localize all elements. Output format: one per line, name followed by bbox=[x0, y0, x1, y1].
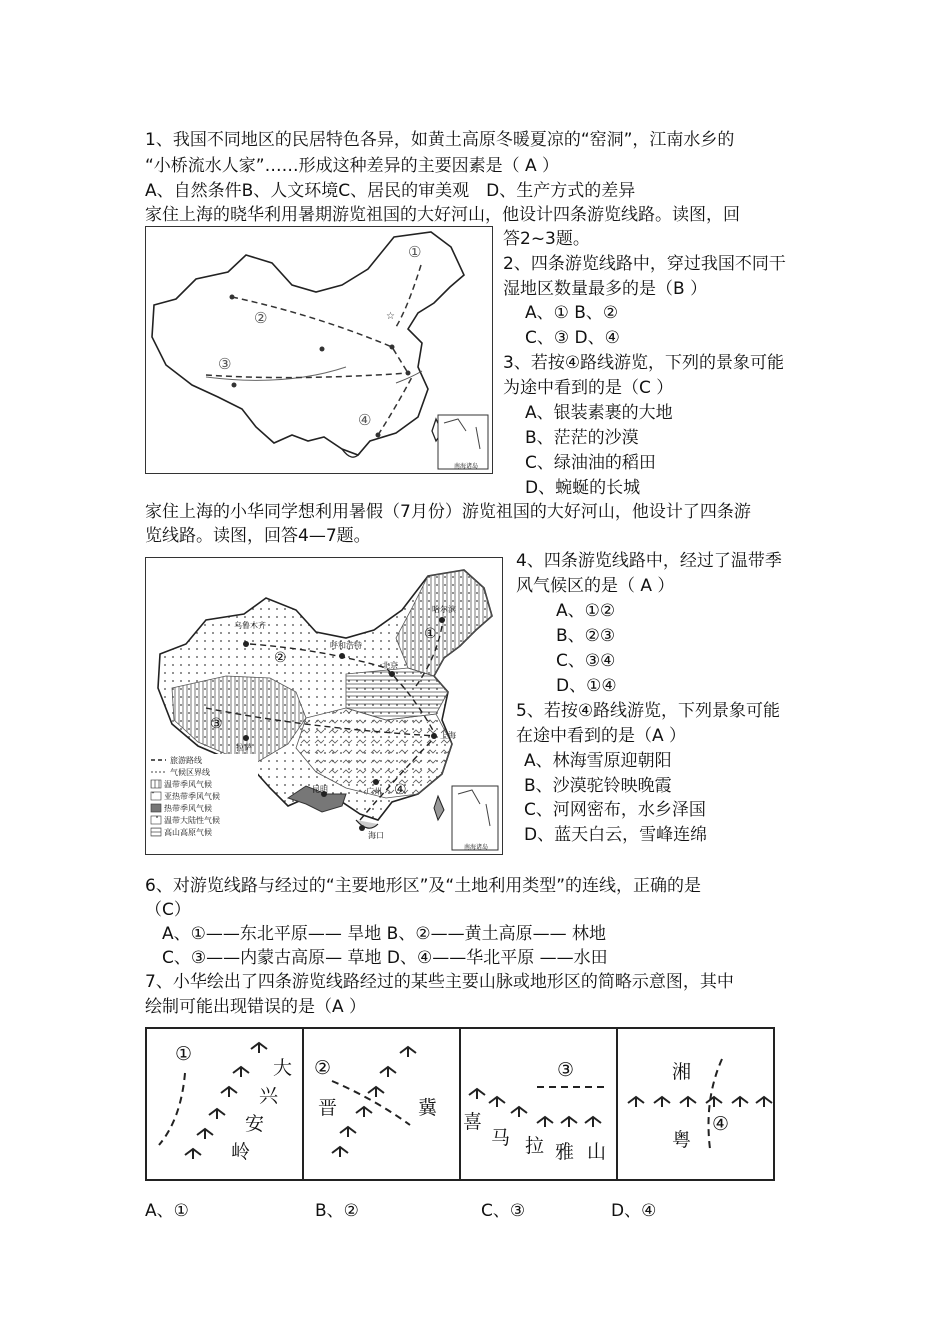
q6-line2: （C） bbox=[145, 900, 191, 920]
q7-option-b: B、② bbox=[315, 1201, 359, 1221]
q4-option-c: C、③④ bbox=[556, 651, 616, 671]
legend-highland: 高山高原气候 bbox=[164, 828, 212, 837]
q5-option-c: C、河网密布，水乡泽国 bbox=[524, 800, 706, 820]
panel-3-char-2: 马 bbox=[491, 1127, 511, 1149]
map-china-routes bbox=[145, 226, 493, 474]
panel-1-char-4: 岭 bbox=[231, 1141, 251, 1163]
intro1-line2: 答2~3题。 bbox=[503, 229, 590, 249]
panel-1-char-1: 大 bbox=[273, 1057, 293, 1079]
intro2-line2: 览线路。读图，回答4—7题。 bbox=[145, 526, 371, 546]
route-4-label: ④ bbox=[394, 782, 407, 798]
q3-option-c: C、绿油油的稻田 bbox=[525, 453, 656, 473]
city-kunming: 昆明 bbox=[312, 785, 328, 794]
q7-line2: 绘制可能出现错误的是（A ） bbox=[145, 997, 367, 1017]
q7-answer-row bbox=[145, 1196, 785, 1220]
legend-tropical-monsoon: 热带季风气候 bbox=[164, 804, 212, 813]
q4-option-d: D、①④ bbox=[556, 676, 617, 696]
q5-line2: 在途中看到的是（A ） bbox=[516, 726, 687, 746]
q1-line1: 1、我国不同地区的民居特色各异，如黄土高原冬暖夏凉的“窑洞”，江南水乡的 bbox=[145, 130, 735, 150]
mountain-diagrams bbox=[145, 1027, 775, 1181]
city-beijing: 北京 bbox=[382, 661, 398, 670]
panel-3-char-4: 雅 bbox=[555, 1141, 575, 1163]
panel-2-char-2: 冀 bbox=[418, 1097, 438, 1119]
diagram-panel-3 bbox=[461, 1029, 618, 1179]
panel-4-char-2: 粤 bbox=[672, 1129, 692, 1151]
legend-temperate-continental: 温带大陆性气候 bbox=[164, 816, 220, 825]
q7-option-a: A、① bbox=[145, 1201, 189, 1221]
q7-option-c: C、③ bbox=[481, 1201, 526, 1221]
q3-line2: 为途中看到的是（C ） bbox=[503, 378, 674, 398]
intro2-line1: 家住上海的小华同学想利用暑假（7月份）游览祖国的大好河山，他设计了四条游 bbox=[145, 502, 751, 522]
q4-line1: 4、四条游览线路中，经过了温带季 bbox=[516, 551, 782, 571]
q7-line1: 7、小华绘出了四条游览线路经过的某些主要山脉或地形区的简略示意图，其中 bbox=[145, 972, 734, 992]
svg-text:☆: ☆ bbox=[386, 311, 395, 322]
city-hohhot: 呼和浩特 bbox=[330, 641, 362, 650]
q3-option-d: D、蜿蜒的长城 bbox=[525, 478, 641, 498]
city-haikou: 海口 bbox=[368, 831, 384, 840]
q5-option-a: A、林海雪原迎朝阳 bbox=[524, 751, 672, 771]
route-2-label: ② bbox=[254, 309, 268, 327]
panel-3-char-3: 拉 bbox=[525, 1135, 545, 1157]
panel-2-circle: ② bbox=[314, 1057, 332, 1079]
diagram-panel-1 bbox=[147, 1029, 304, 1179]
city-guangzhou: 广州 bbox=[366, 787, 382, 796]
diagram-panel-4 bbox=[618, 1029, 773, 1179]
q5-option-d: D、蓝天白云，雪峰连绵 bbox=[524, 825, 708, 845]
inset-caption: 南海诸岛 bbox=[464, 844, 489, 851]
q2-line1: 2、四条游览线路中，穿过我国不同干 bbox=[503, 254, 786, 274]
route-1-label: ① bbox=[408, 243, 422, 261]
q3-line1: 3、若按④路线游览，下列的景象可能 bbox=[503, 353, 785, 373]
q6-opt-line1: A、①——东北平原—— 旱地 B、②——黄土高原—— 林地 bbox=[162, 924, 606, 944]
q2-opt-line2: C、③ D、④ bbox=[525, 328, 620, 348]
legend-route: 旅游路线 bbox=[170, 756, 202, 765]
route-4-label: ④ bbox=[358, 411, 372, 429]
q7-option-d: D、④ bbox=[611, 1201, 657, 1221]
city-urumqi: 乌鲁木齐 bbox=[234, 621, 266, 630]
route-2-label: ② bbox=[274, 650, 287, 666]
panel-4-circle: ④ bbox=[712, 1113, 730, 1135]
china-outline bbox=[152, 232, 464, 455]
route-1-label: ① bbox=[424, 626, 437, 642]
q6-opt-line2: C、③——内蒙古高原— 草地 D、④——华北平原 ——水田 bbox=[162, 948, 608, 968]
q3-option-a: A、银装素裹的大地 bbox=[525, 403, 673, 423]
q5-line1: 5、若按④路线游览，下列景象可能 bbox=[516, 701, 781, 721]
route-3-label: ③ bbox=[218, 355, 232, 373]
inset-caption: 南海诸岛 bbox=[454, 463, 479, 470]
q3-option-b: B、茫茫的沙漠 bbox=[525, 428, 639, 448]
panel-3-char-1: 喜 bbox=[463, 1111, 483, 1133]
panel-1-char-3: 安 bbox=[245, 1113, 265, 1135]
panel-4-char-1: 湘 bbox=[672, 1061, 692, 1083]
taiwan-shape bbox=[434, 796, 444, 820]
panel-1-circle: ① bbox=[175, 1043, 193, 1065]
q4-option-a: A、①② bbox=[556, 601, 616, 621]
intro1-line1: 家住上海的晓华利用暑期游览祖国的大好河山，他设计四条游览线路。读图，回 bbox=[145, 205, 740, 225]
legend-temperate-monsoon: 温带季风气候 bbox=[164, 780, 212, 789]
q4-line2: 风气候区的是（ A ） bbox=[516, 576, 675, 596]
temperate-monsoon-area bbox=[396, 570, 492, 676]
panel-3-char-5: 山 bbox=[587, 1141, 607, 1163]
q2-line2: 湿地区数量最多的是（B ） bbox=[503, 279, 708, 299]
panel-3-circle: ③ bbox=[557, 1059, 575, 1081]
legend-subtropical-monsoon: 亚热带季风气候 bbox=[164, 792, 220, 801]
q4-option-b: B、②③ bbox=[556, 626, 616, 646]
city-lhasa: 拉萨 bbox=[236, 743, 252, 752]
q5-option-b: B、沙漠驼铃映晚霞 bbox=[524, 776, 672, 796]
diagram-panel-2 bbox=[304, 1029, 461, 1179]
city-shanghai: 上海 bbox=[440, 731, 456, 740]
panel-2-char-1: 晋 bbox=[318, 1097, 338, 1119]
panel-1-char-2: 兴 bbox=[259, 1085, 279, 1107]
q1-options: A、自然条件B、人文环境C、居民的审美观 D、生产方式的差异 bbox=[145, 181, 636, 201]
q6-line1: 6、对游览线路与经过的“主要地形区”及“土地利用类型”的连线，正确的是 bbox=[145, 876, 702, 896]
city-harbin: 哈尔滨 bbox=[432, 605, 456, 614]
route-3-label: ③ bbox=[210, 716, 223, 732]
q1-line2: “小桥流水人家”……形成这种差异的主要因素是（ A ） bbox=[145, 156, 560, 176]
legend-boundary: 气候区界线 bbox=[170, 768, 210, 777]
map-climate-routes bbox=[145, 557, 503, 855]
q2-opt-line1: A、① B、② bbox=[525, 303, 619, 323]
